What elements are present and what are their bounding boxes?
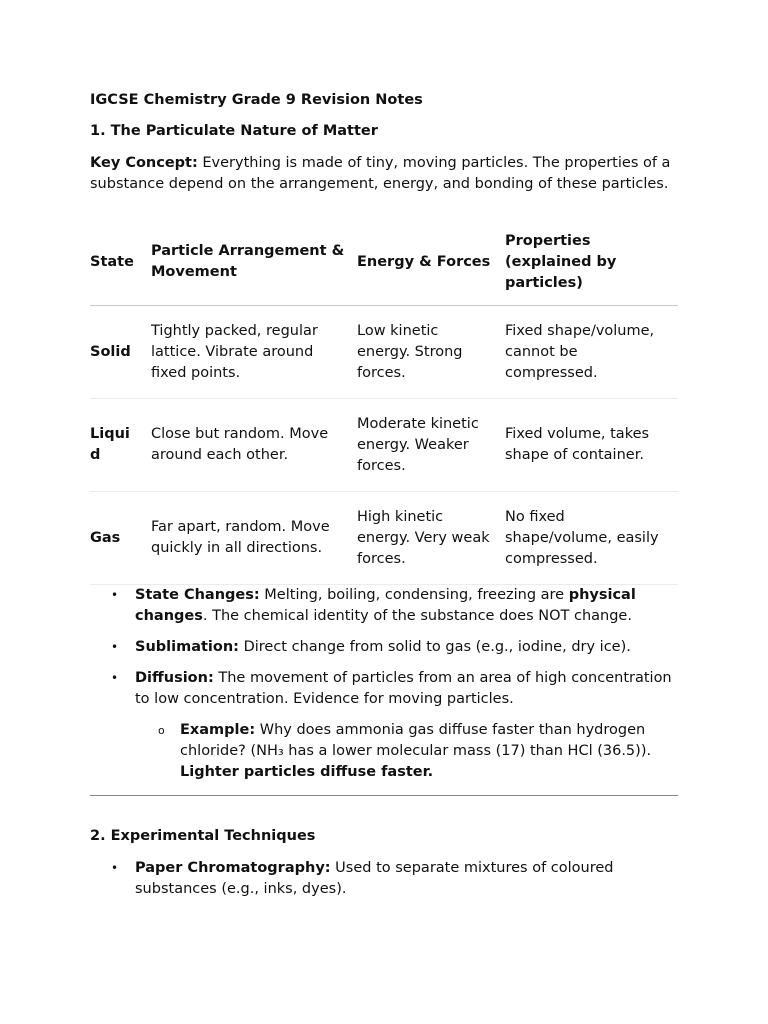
- table-row: [90, 399, 678, 492]
- key-concept-text: Everything is made of tiny, moving particles. The properties of a substance depend on the arrangement, energy, and bonding of these particles.: [90, 155, 671, 192]
- state-changes-label: State Changes:: [135, 587, 260, 603]
- table-header-arrangement: Particle Arrangement & Movement: [151, 243, 345, 280]
- document-page: [90, 90, 678, 910]
- list-item-paper-chromatography: [90, 858, 678, 900]
- table-cell: No fixed shape/volume, easily compressed.: [505, 508, 659, 567]
- table-cell-state: Gas: [90, 529, 121, 546]
- example-text: Why does ammonia gas diffuse faster than hydrogen chloride? (NH₃ has a lower molecular mass (17) than HCl (36.5)).: [180, 722, 652, 759]
- section-2-bullet-list: [90, 858, 678, 900]
- section-1-bullet-list: [90, 585, 678, 783]
- section-divider: [90, 795, 678, 796]
- table-cell: Moderate kinetic energy. Weaker forces.: [357, 415, 479, 474]
- sublimation-label: Sublimation:: [135, 639, 239, 655]
- bullet-icon: •: [111, 640, 119, 654]
- table-cell: Fixed shape/volume, cannot be compressed.: [505, 322, 655, 381]
- diffusion-text: The movement of particles from an area of high concentration to low concentration. Evidence for moving particles.: [135, 670, 672, 707]
- list-item-sublimation: [90, 637, 678, 658]
- section-2-title: 2. Experimental Techniques: [90, 828, 316, 844]
- key-concept-paragraph: [90, 153, 678, 195]
- table-cell: Fixed volume, takes shape of container.: [505, 426, 650, 463]
- key-concept-label: Key Concept:: [90, 155, 198, 171]
- table-cell-state: Solid: [90, 343, 131, 360]
- table-cell: Tightly packed, regular lattice. Vibrate around fixed points.: [151, 322, 318, 381]
- section-1-title: 1. The Particulate Nature of Matter: [90, 123, 378, 139]
- document-title: IGCSE Chemistry Grade 9 Revision Notes: [90, 92, 423, 108]
- bullet-icon: •: [111, 861, 119, 875]
- sub-bullet-icon: o: [158, 724, 165, 737]
- sublimation-text: Direct change from solid to gas (e.g., iodine, dry ice).: [238, 639, 631, 655]
- table-cell: Far apart, random. Move quickly in all directions.: [151, 519, 330, 556]
- table-header-properties: Properties (explained by particles): [505, 232, 617, 291]
- table-header-state: State: [90, 253, 134, 270]
- paper-chromatography-label: Paper Chromatography:: [135, 860, 331, 876]
- list-item-state-changes: [90, 585, 678, 627]
- table-row: [90, 492, 678, 585]
- bullet-icon: •: [111, 671, 119, 685]
- table-cell: Low kinetic energy. Strong forces.: [357, 322, 463, 381]
- table-row: [90, 306, 678, 399]
- table-cell: Close but random. Move around each other.: [151, 426, 329, 463]
- diffusion-sub-list: [135, 720, 678, 783]
- paper-chromatography-text: Used to separate mixtures of coloured substances (e.g., inks, dyes).: [135, 860, 614, 897]
- list-item-diffusion: [90, 668, 678, 783]
- table-header-energy: Energy & Forces: [357, 253, 491, 270]
- example-conclusion: Lighter particles diffuse faster.: [180, 764, 434, 780]
- state-changes-text-end: . The chemical identity of the substance does NOT change.: [202, 608, 632, 624]
- diffusion-label: Diffusion:: [135, 670, 214, 686]
- states-of-matter-table: [90, 219, 678, 585]
- bullet-icon: •: [111, 588, 119, 602]
- table-header-row: [90, 219, 678, 306]
- list-item-example: [135, 720, 678, 783]
- state-changes-text: Melting, boiling, condensing, freezing are: [259, 587, 569, 603]
- table-cell-state: Liquid: [90, 426, 130, 463]
- table-cell: High kinetic energy. Very weak forces.: [357, 508, 490, 567]
- physical-changes-term: physical changes: [135, 587, 636, 624]
- example-label: Example:: [180, 722, 256, 738]
